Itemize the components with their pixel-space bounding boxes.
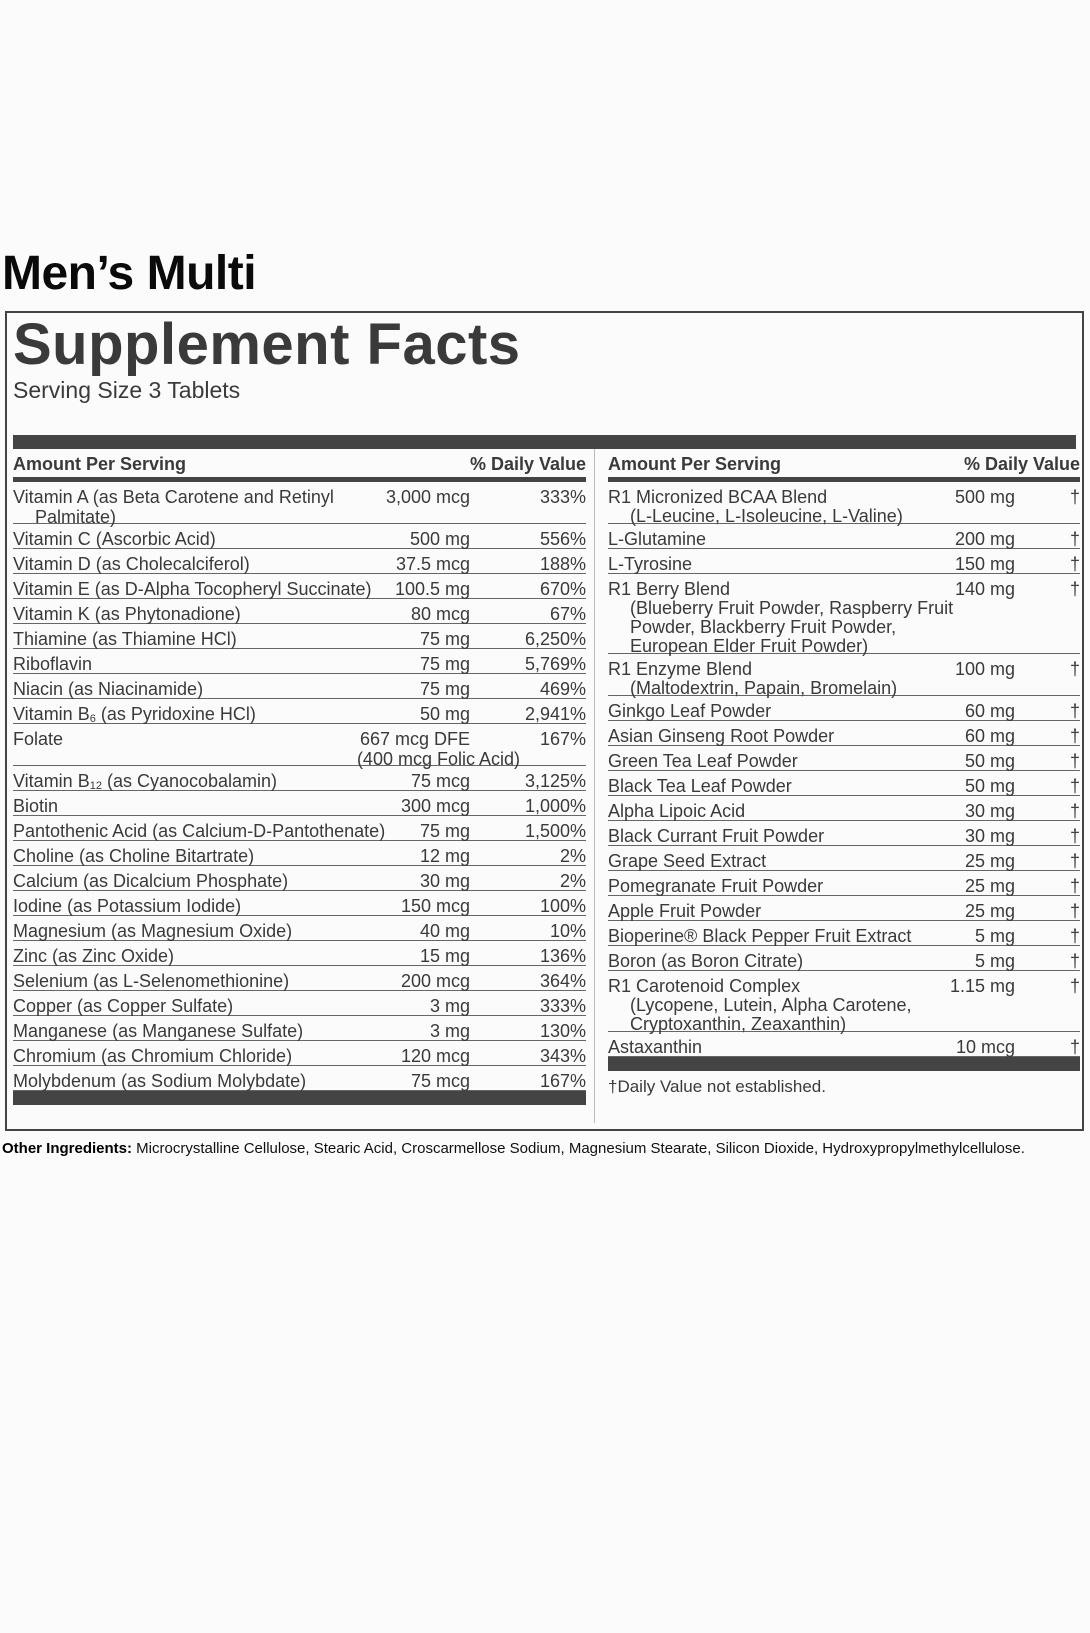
- amount-text: 3 mg: [429, 1021, 470, 1041]
- dagger-symbol: †: [1069, 926, 1080, 946]
- ingredient-name: [608, 826, 824, 846]
- amount-text: 12 mg: [419, 846, 470, 866]
- nutrient-row: [13, 991, 586, 1016]
- nutrient-row: [13, 841, 586, 866]
- name-detail: Powder, Blackberry Fruit Powder,: [630, 617, 897, 637]
- amount-text: 500 mg: [409, 529, 470, 549]
- name-text: Ginkgo Leaf Powder: [608, 701, 772, 721]
- name-text: Vitamin K (as Phytonadione): [13, 604, 241, 624]
- name-text: Astaxanthin: [608, 1037, 703, 1057]
- ingredient-row: [608, 482, 1080, 524]
- name-text: Riboflavin: [13, 654, 93, 674]
- name-text: Asian Ginseng Root Powder: [608, 726, 835, 746]
- dagger-symbol: †: [1069, 801, 1080, 821]
- other-ingredients: [2, 1141, 1082, 1156]
- nutrient-name: [13, 604, 241, 624]
- daily-value-footnote: †Daily Value not established.: [608, 1077, 826, 1096]
- daily-value: 364%: [539, 971, 586, 991]
- nutrient-name: [13, 729, 63, 749]
- name-text: Vitamin C (Ascorbic Acid): [13, 529, 216, 549]
- name-text: Vitamin B: [13, 704, 90, 724]
- ingredient-row: [608, 574, 1080, 654]
- amount-header: Amount Per Serving: [13, 454, 187, 474]
- nutrient-row: [13, 916, 586, 941]
- amount-text-cont: (400 mcg Folic Acid): [356, 749, 520, 769]
- name-text: Selenium (as L-Selenomethionine): [13, 971, 290, 991]
- right-column-header: [608, 449, 1080, 482]
- ingredient-name: [608, 901, 761, 921]
- ingredient-row: [608, 896, 1080, 921]
- daily-value: 2,941%: [524, 704, 586, 724]
- amount: 25 mg: [964, 876, 1015, 896]
- dagger-symbol: †: [1069, 776, 1080, 796]
- dv-header: % Daily Value: [469, 454, 586, 474]
- name-text: Grape Seed Extract: [608, 851, 767, 871]
- name-text: Pomegranate Fruit Powder: [608, 876, 824, 896]
- nutrient-name: [13, 487, 334, 527]
- amount: [395, 579, 470, 599]
- name-subscript: 6: [89, 713, 96, 725]
- name-text: Vitamin D (as Cholecalciferol): [13, 554, 250, 574]
- daily-value: 10%: [549, 921, 586, 941]
- ingredient-row: [608, 771, 1080, 796]
- nutrient-name: [13, 579, 372, 599]
- amount: [420, 871, 470, 891]
- daily-value: 1,500%: [524, 821, 586, 841]
- name-text: Vitamin E (as D-Alpha Tocopheryl Succinate): [13, 579, 372, 599]
- name-text: Vitamin A (as Beta Carotene and Retinyl: [13, 487, 334, 507]
- dagger-symbol: †: [1069, 901, 1080, 921]
- ingredient-row: [608, 871, 1080, 896]
- nutrient-row: [13, 649, 586, 674]
- ingredient-name: [608, 951, 803, 971]
- nutrient-name: [13, 871, 288, 891]
- daily-value: 5,769%: [524, 654, 586, 674]
- nutrient-row: [13, 549, 586, 574]
- amount: [386, 487, 470, 507]
- amount: 150 mg: [954, 554, 1015, 574]
- left-column-header: [13, 449, 586, 482]
- dagger-symbol: †: [1069, 726, 1080, 746]
- name-text: Green Tea Leaf Powder: [608, 751, 798, 771]
- amount: 30 mg: [964, 801, 1015, 821]
- daily-value: 469%: [539, 679, 586, 699]
- nutrient-name: [13, 654, 92, 674]
- daily-value: 130%: [539, 1021, 586, 1041]
- dagger-symbol: †: [1069, 579, 1080, 599]
- amount: [411, 1071, 470, 1091]
- amount-text: 40 mg: [419, 921, 470, 941]
- ingredient-row: [608, 846, 1080, 871]
- other-ingredients-label: Other Ingredients:: [2, 1140, 133, 1157]
- name-text: Iodine (as Potassium Iodide): [13, 896, 242, 916]
- name-text: L-Glutamine: [608, 529, 707, 549]
- nutrient-row: [13, 816, 586, 841]
- name-text: (as Cyanocobalamin): [101, 771, 278, 791]
- amount: [401, 896, 470, 916]
- top-divider-bar: [13, 435, 1076, 449]
- ingredient-name: [608, 776, 792, 796]
- daily-value: 333%: [539, 996, 586, 1016]
- name-text: Manganese (as Manganese Sulfate): [13, 1021, 304, 1041]
- dagger-symbol: †: [1069, 529, 1080, 549]
- amount-text: 300 mcg: [400, 796, 470, 816]
- ingredient-name: [608, 487, 903, 526]
- nutrient-row: [13, 791, 586, 816]
- amount: [420, 654, 470, 674]
- nutrient-name: [13, 1046, 292, 1066]
- amount-header: Amount Per Serving: [608, 454, 782, 474]
- name-detail: (Blueberry Fruit Powder, Raspberry Fruit: [630, 598, 954, 618]
- daily-value: 3,125%: [524, 771, 586, 791]
- nutrient-row: [13, 524, 586, 549]
- amount: 500 mg: [954, 487, 1015, 507]
- daily-value: 670%: [539, 579, 586, 599]
- name-text: Boron (as Boron Citrate): [608, 951, 804, 971]
- amount-text: 3 mg: [429, 996, 470, 1016]
- name-text: Apple Fruit Powder: [608, 901, 762, 921]
- name-text: Vitamin B: [13, 771, 90, 791]
- name-detail: (Maltodextrin, Papain, Bromelain): [630, 678, 898, 698]
- amount: 1.15 mg: [949, 976, 1015, 996]
- ingredient-row: [608, 1032, 1080, 1057]
- amount: [401, 971, 470, 991]
- amount: 50 mg: [964, 776, 1015, 796]
- amount-text: 75 mcg: [410, 771, 470, 791]
- amount-text: 30 mg: [419, 871, 470, 891]
- nutrient-name: [13, 629, 237, 649]
- nutrient-row: [13, 624, 586, 649]
- daily-value: 556%: [539, 529, 586, 549]
- nutrient-row: [13, 1016, 586, 1041]
- ingredient-name: [608, 926, 911, 946]
- nutrient-row: [13, 699, 586, 724]
- amount: 100 mg: [954, 659, 1015, 679]
- dagger-symbol: †: [1069, 701, 1080, 721]
- name-text: Black Tea Leaf Powder: [608, 776, 792, 796]
- ingredient-name: [608, 851, 766, 871]
- name-text: L-Tyrosine: [608, 554, 693, 574]
- nutrient-name: [13, 971, 289, 991]
- amount-text: 75 mg: [419, 629, 470, 649]
- name-text: Magnesium (as Magnesium Oxide): [13, 921, 293, 941]
- panel-title: Supplement Facts: [13, 312, 521, 377]
- amount: [430, 1021, 470, 1041]
- name-text: Bioperine® Black Pepper Fruit Extract: [608, 926, 912, 946]
- nutrient-row: [13, 482, 586, 527]
- ingredient-name: [608, 751, 798, 771]
- amount: [396, 554, 470, 574]
- name-text-cont: Palmitate): [35, 507, 117, 527]
- nutrient-name: [13, 529, 216, 549]
- nutrient-name: [13, 679, 203, 699]
- nutrient-name: [13, 796, 58, 816]
- amount: 10 mcg: [955, 1037, 1015, 1057]
- ingredient-row: [608, 971, 1080, 1032]
- amount: 60 mg: [964, 726, 1015, 746]
- ingredient-name: [608, 554, 692, 574]
- amount-text: 200 mcg: [400, 971, 470, 991]
- amount-text: 75 mcg: [410, 1071, 470, 1091]
- nutrient-name: [13, 1021, 303, 1041]
- amount: [420, 946, 470, 966]
- nutrient-row: [13, 1041, 586, 1066]
- nutrient-row: [13, 599, 586, 624]
- daily-value: 67%: [549, 604, 586, 624]
- nutrient-name: [13, 896, 241, 916]
- ingredient-row: [608, 946, 1080, 971]
- dagger-symbol: †: [1069, 1037, 1080, 1057]
- daily-value: 6,250%: [524, 629, 586, 649]
- amount: 5 mg: [974, 951, 1015, 971]
- ingredient-name: [608, 529, 706, 549]
- daily-value: 343%: [539, 1046, 586, 1066]
- amount: [430, 996, 470, 1016]
- name-text: Pantothenic Acid (as Calcium-D-Pantothenate): [13, 821, 386, 841]
- name-text: R1 Carotenoid Complex: [608, 976, 801, 996]
- amount: [410, 529, 470, 549]
- ingredient-name: [608, 659, 897, 698]
- amount: 30 mg: [964, 826, 1015, 846]
- name-text: Chromium (as Chromium Chloride): [13, 1046, 293, 1066]
- dagger-symbol: †: [1069, 876, 1080, 896]
- dagger-symbol: †: [1069, 659, 1080, 679]
- name-text: Thiamine (as Thiamine HCl): [13, 629, 237, 649]
- name-text: Folate: [13, 729, 64, 749]
- name-text: Biotin: [13, 796, 59, 816]
- amount: [411, 771, 470, 791]
- daily-value: 2%: [559, 871, 586, 891]
- ingredient-row: [608, 524, 1080, 549]
- name-text: Alpha Lipoic Acid: [608, 801, 746, 821]
- ingredient-row: [608, 821, 1080, 846]
- amount: [420, 629, 470, 649]
- amount: 25 mg: [964, 901, 1015, 921]
- daily-value: 333%: [539, 487, 586, 507]
- daily-value: 100%: [539, 896, 586, 916]
- nutrient-name: [13, 946, 174, 966]
- dagger-symbol: †: [1069, 751, 1080, 771]
- nutrient-row: [13, 866, 586, 891]
- name-text: Copper (as Copper Sulfate): [13, 996, 234, 1016]
- nutrient-name: [13, 821, 385, 841]
- supplement-facts-panel: [5, 311, 1084, 1131]
- name-subscript: 12: [89, 780, 102, 792]
- name-text: Calcium (as Dicalcium Phosphate): [13, 871, 289, 891]
- daily-value: 136%: [539, 946, 586, 966]
- amount-text: 120 mcg: [400, 1046, 470, 1066]
- ingredient-row: [608, 921, 1080, 946]
- name-detail: Cryptoxanthin, Zeaxanthin): [630, 1014, 847, 1034]
- nutrient-row: [13, 891, 586, 916]
- name-text: (as Pyridoxine HCl): [95, 704, 256, 724]
- name-detail: (L-Leucine, L-Isoleucine, L-Valine): [630, 506, 903, 526]
- amount: 25 mg: [964, 851, 1015, 871]
- other-ingredients-text: Microcrystalline Cellulose, Stearic Acid, Croscarmellose Sodium, Magnesium Stearate, Silicon Dioxide, Hydroxypropylmethylcellulose.: [132, 1140, 1025, 1157]
- ingredient-row: [608, 721, 1080, 746]
- daily-value: 188%: [539, 554, 586, 574]
- amount: [356, 729, 520, 769]
- amount: [420, 821, 470, 841]
- dagger-symbol: †: [1069, 976, 1080, 996]
- daily-value: 167%: [539, 1071, 586, 1091]
- amount: 140 mg: [954, 579, 1015, 599]
- dagger-symbol: †: [1069, 487, 1080, 507]
- amount: [401, 796, 470, 816]
- amount: [401, 1046, 470, 1066]
- amount-text: 667 mcg DFE: [359, 729, 470, 749]
- nutrient-name: [13, 921, 292, 941]
- amount-text: 100.5 mg: [394, 579, 470, 599]
- nutrient-row: [13, 674, 586, 699]
- amount: 50 mg: [964, 751, 1015, 771]
- ingredient-row: [608, 796, 1080, 821]
- ingredient-name: [608, 726, 834, 746]
- amount-text: 37.5 mcg: [395, 554, 470, 574]
- nutrient-name: [13, 554, 250, 574]
- column-separator: [594, 449, 595, 1123]
- name-text: Molybdenum (as Sodium Molybdate): [13, 1071, 307, 1091]
- ingredient-name: [608, 1037, 702, 1057]
- ingredient-row: [608, 654, 1080, 696]
- daily-value: 167%: [539, 729, 586, 749]
- right-nutrient-column: [608, 449, 1080, 1097]
- amount-text: 75 mg: [419, 679, 470, 699]
- amount: 200 mg: [954, 529, 1015, 549]
- daily-value: 1,000%: [524, 796, 586, 816]
- ingredient-name: [608, 701, 771, 721]
- ingredient-name: [608, 876, 823, 896]
- nutrient-name: [13, 996, 233, 1016]
- name-text: Zinc (as Zinc Oxide): [13, 946, 175, 966]
- amount-text: 80 mcg: [410, 604, 470, 624]
- nutrient-name: [13, 1071, 306, 1091]
- serving-size: Serving Size 3 Tablets: [13, 377, 241, 403]
- ingredient-name: [608, 579, 953, 656]
- amount: [420, 704, 470, 724]
- amount: 60 mg: [964, 701, 1015, 721]
- dagger-symbol: †: [1069, 851, 1080, 871]
- dagger-symbol: †: [1069, 826, 1080, 846]
- name-text: Choline (as Choline Bitartrate): [13, 846, 255, 866]
- amount-text: 3,000 mcg: [385, 487, 470, 507]
- ingredient-name: [608, 976, 912, 1034]
- name-text: Niacin (as Niacinamide): [13, 679, 204, 699]
- left-nutrient-column: [13, 449, 586, 1105]
- amount: [420, 679, 470, 699]
- nutrient-row: [13, 766, 586, 791]
- ingredient-name: [608, 801, 745, 821]
- left-bottom-bar: [13, 1091, 586, 1105]
- name-text: Black Currant Fruit Powder: [608, 826, 825, 846]
- amount: [411, 604, 470, 624]
- nutrient-row: [13, 966, 586, 991]
- amount-text: 75 mg: [419, 654, 470, 674]
- ingredient-row: [608, 746, 1080, 771]
- amount: [420, 846, 470, 866]
- right-bottom-bar: [608, 1057, 1080, 1071]
- ingredient-row: [608, 696, 1080, 721]
- nutrient-row: [13, 1066, 586, 1091]
- name-text: R1 Micronized BCAA Blend: [608, 487, 828, 507]
- amount-text: 50 mg: [419, 704, 470, 724]
- nutrient-row: [13, 941, 586, 966]
- name-text: R1 Berry Blend: [608, 579, 731, 599]
- amount-text: 150 mcg: [400, 896, 470, 916]
- dagger-symbol: †: [1069, 554, 1080, 574]
- daily-value: 2%: [559, 846, 586, 866]
- dagger-symbol: †: [1069, 951, 1080, 971]
- name-text: R1 Enzyme Blend: [608, 659, 753, 679]
- amount: 5 mg: [974, 926, 1015, 946]
- nutrient-row: [13, 724, 586, 769]
- nutrient-name: [13, 846, 254, 866]
- amount-text: 75 mg: [419, 821, 470, 841]
- amount: [420, 921, 470, 941]
- nutrient-row: [13, 574, 586, 599]
- name-detail: (Lycopene, Lutein, Alpha Carotene,: [630, 995, 912, 1015]
- ingredient-row: [608, 549, 1080, 574]
- product-title: Men’s Multi: [2, 247, 257, 300]
- amount-text: 15 mg: [419, 946, 470, 966]
- dv-header: % Daily Value: [963, 454, 1080, 474]
- name-detail: European Elder Fruit Powder): [630, 636, 869, 656]
